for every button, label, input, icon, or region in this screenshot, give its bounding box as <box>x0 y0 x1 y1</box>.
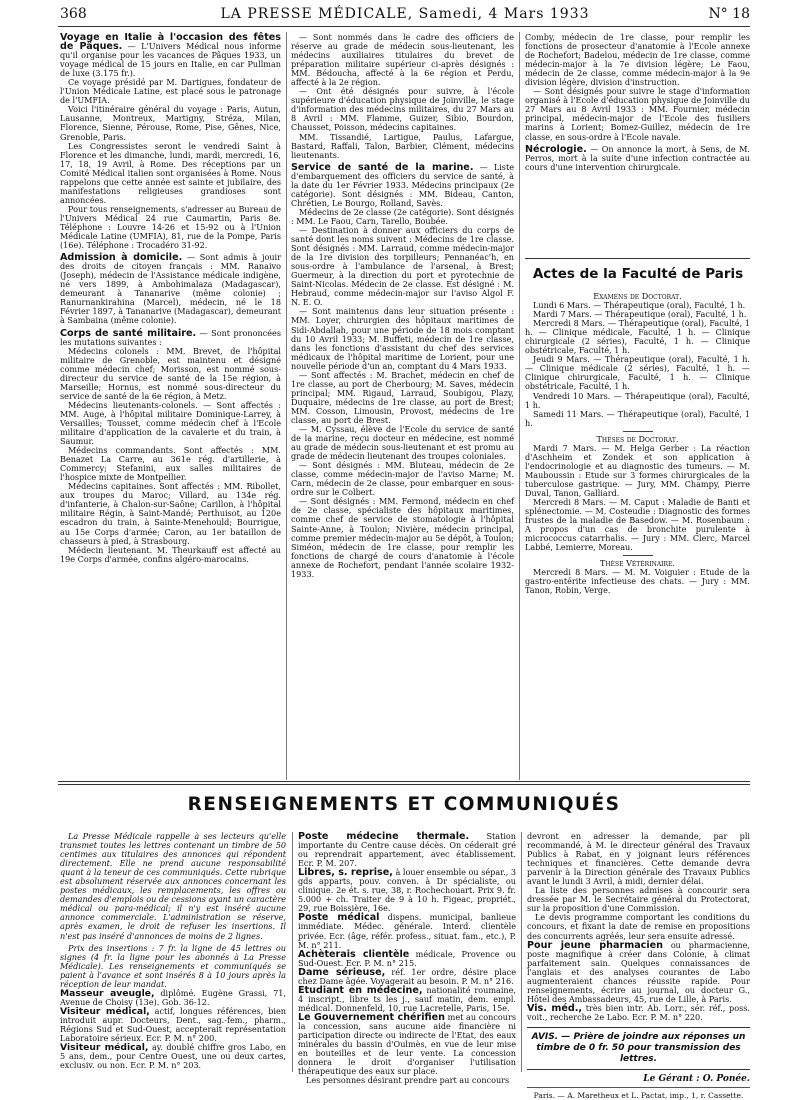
column-divider <box>292 832 293 1072</box>
paragraph: Médecins commandants. Sont affectés : MM. Benazet La Carre, au 361e rég. d'artillerie, à Commercy; Stefanini, aux salles militaires de l'hospice mixte de Montpellier. <box>60 445 281 483</box>
paragraph: Médecin lieutenant. M. Theurkauff est affecté au 19e Corps d'armée, confins algéro-marocains. <box>60 544 281 564</box>
notice-prices: Prix des insertions : 7 fr. la ligne de 45 lettres ou signes (4 fr. la ligne pour les abonnés à La Presse Médicale). Les renseignements et communiqués se paient à l'avance et sont insérés 8 à 10 jours après la réception de leur mandat. <box>60 942 286 989</box>
ad-heading: Poste médecine thermale. <box>298 831 470 842</box>
ads-column-1 <box>60 832 286 1077</box>
ad-text: réf. 1er ordre, désire place chez Dame âgée. Voyagerait au besoin. P. M. n° 216. <box>298 966 517 986</box>
ad-text: devront en adresser la demande, par pli recommandé, à M. le directeur général des Travaux Publics à Rabat, en y joignant leurs références techniques et financières. Cette demande devra parvenir à la Direction générale des Travaux Publics avant le lundi 3 Avril, à midi, dernier délai. <box>527 831 750 887</box>
column-divider <box>286 32 287 780</box>
paragraph: Pour tous renseignements, s'adresser au Bureau de l'Univers Médical 24 rue Caumartin, Paris 8e. Téléphone : Louvre 14-26 et 15-92 ou à l'Union Médicale Latine (UMFIA), 81, rue de la Pompe, Paris (16e). Téléphone : Trocadéro 31-92. <box>60 203 281 251</box>
header-rule <box>58 26 750 27</box>
ads-column-3 <box>527 831 750 1100</box>
paragraph: Voici l'itinéraire général du voyage : Paris, Autun, Lausanne, Montreux, Martigny, Stréza, Milan, Florence, Sienne, Pérouse, Rome, Pise, Gênes, Nice, Grenoble, Paris. <box>60 104 281 142</box>
ad-text: dispens. municipal, banlieue immédiate. Médec. générale. Interd. clientèle privée. Ecr. (âge, référ. profess., situat. fam., etc.), P. M. n° 211. <box>298 912 516 950</box>
thesis-entry: Mercredi 8 Mars. — M. M. Voiguier : Etude de la gastro-entérite infectieuse des chats. — Jury : MM. Tanon, Robin, Verge. <box>525 567 750 596</box>
faculty-title: Actes de la Faculté de Paris <box>532 266 744 282</box>
thesis-entry: Mercredi 8 Mars. — M. Caput : Maladie de Banti et splénectomie. — M. Costeudie : Diagnostic des formes frustes de la maladie de Basedow. — M. Rosenbaum : A propos d'un cas de bronchite purulente à micrococcus catarrhalis. — Jury : MM. Clerc, Marcel Labbé, Lemierre, Moreau. <box>525 497 750 553</box>
separator <box>623 555 653 556</box>
ad-text: médicale, Provence ou Sud-Ouest. Ecr. P. M. n° 215. <box>298 948 517 968</box>
gerant-signature: Le Gérant : O. Ponée. <box>643 1073 750 1084</box>
paragraph: — On annonce la mort, à Sens, de M. Perros, mort à la suite d'une infection contractée au cours d'une intervention chirurgicale. <box>525 143 750 172</box>
ad-text: Les personnes désirant prendre part au concours <box>306 1075 510 1086</box>
page-number: 368 <box>60 6 87 22</box>
column-1 <box>60 33 281 793</box>
exam-entry: Lundi 6 Mars. — Thérapeutique (oral), Faculté, 1 h. <box>533 300 746 311</box>
ad-heading: Libres, s. reprise, <box>298 867 393 879</box>
paragraph: — Sont maintenus dans leur situation présente : MM. Loyer, chirurgien des hôpitaux maritimes de Sidi-Abdallah, pour une période de 18 mois comptant du 10 Avril 1933; M. Buffeti, médecin de 1re classe, dans les fonctions d'assistant du chef des services médicaux de l'hôpital maritime de Lorient, pour une nouvelle période d'un an, comptant du 4 Mars 1933. <box>291 306 514 371</box>
ad-heading: Vis. méd., <box>527 1002 583 1014</box>
section-rule <box>58 784 750 785</box>
journal-title: LA PRESSE MÉDICALE, Samedi, 4 Mars 1933 <box>220 6 590 22</box>
subheading: Thèse Vétérinaire. <box>600 558 675 569</box>
ad-heading: Pour jeune pharmacien <box>527 939 663 951</box>
ad-heading: Achèterais clientèle <box>298 948 410 960</box>
paragraph: — Sont affectés : M. Brachet, médecin en chef de 1re classe, au port de Cherbourg; M. Saves, médecin principal; MM. Rigaud, Larraud, Soubigou, Plazy, Duquaire, médecins de 1re classe, au port de Brest; MM. Cosson, Limousin, Provost, médecins de 1re classe, au port de Brest. <box>291 369 514 425</box>
ad-heading: Le Gouvernement chérifien <box>298 1011 445 1023</box>
exam-entry: Jeudi 9 Mars. — Thérapeutique (oral), Faculté, 1 h. — Clinique médicale (2 séries), Faculté, 1 h. — Clinique chirurgicale, Faculté, 1 h. — Clinique obstétricale, Faculté, 1 h. <box>525 354 750 392</box>
page-header <box>60 4 750 26</box>
avis-notice: AVIS. — Prière de joindre aux réponses un timbre de 0 fr. 50 pour transmission des lettres. <box>527 1027 750 1070</box>
paragraph: — Ont été désignés pour suivre, à l'école supérieure d'éducation physique de Joinville, le stage d'information des médecins militaires, du 27 Mars au 8 Avril : MM. Flamme, Guizer, Sibio, Bourdon, Chausset, Poisson, médecins capitaines. <box>291 86 514 133</box>
ad-text: Station importante du Centre cause décès. On céderait gré ou reprendrait appartement, avec établissement. Ecr. P. M. 207. <box>298 831 517 869</box>
separator <box>623 431 653 432</box>
paragraph: — Sont nommés dans le cadre des officiers de réserve au grade de médecin sous-lieutenant, les médecins auxiliaires titulaires du brevet de préparation militaire supérieur ci-après désignés : MM. Bédoucha, affecté à la 6e région et Perdu, affecté à la 2e région. <box>291 32 514 88</box>
heading-admission: Admission à domicile. <box>60 252 183 264</box>
paragraph: Ce voyage présidé par M. Dartigues, fondateur de l'Union Médicale Latine, est placé sous le patronage de l'UMFIA. <box>60 77 281 106</box>
ad-text: ou pharmacienne, poste magnifique à créer dans Colonie, à climat parfaitement sain. Quelques connaissances de l'anglais et des analyses courantes de Labo augmenteraient chances réussite rapide. Pour renseignements, écrire au journal, ou docteur G., Hôtel des Ambassadeurs, 45, rue de Lille, à Paris. <box>527 939 750 1004</box>
ad-text: diplômé. Eugène Grassi, 71, Avenue de Choisy (13e). Gob. 36-12. <box>60 987 286 1007</box>
ad-heading: Visiteur médical, <box>60 1005 150 1017</box>
paragraph: — Sont désignés pour suivre le stage d'information organisé à l'Ecole d'éducation physique de Joinville du 27 Mars au 8 Avril 1933 : MM. Fournier, médecin principal, médecin-major de l'Ecole des fusiliers marins à Lorient; Bomez-Guillez, médecin de 1re classe, en sous-ordre à l'Ecole navale. <box>525 86 750 142</box>
exam-entry: Mercredi 8 Mars. — Thérapeutique (oral), Faculté, 1 h. — Clinique médicale, Faculté, 1 h. — Clinique chirurgicale (2 séries), Faculté, 1 h. — Clinique obstétricale, Faculté, 1 h. <box>525 318 750 356</box>
ad-text: La liste des personnes admises à concourir sera dressée par M. le Secrétaire général du Protectorat, sur la proposition d'une Commission. <box>527 885 750 914</box>
paragraph: MM. Tissandié, Lartigue, Paulus, Lafargue, Bastard, Raffali, Talon, Barbier, Clément, médecins lieutenants. <box>291 131 514 160</box>
column-2 <box>291 33 514 793</box>
paragraph: — L'Univers Médical nous informe qu'il organise pour les vacances de Pâques 1933, un voyage médical de 15 jours en Italie, en car Pullman de luxe (3.175 fr.). <box>60 41 281 79</box>
ad-text: ay. doublé chiffre gros Labo, en 5 ans, dem., pour Centre Ouest, une ou deux cartes, exclusiv. ou non. Ecr. P. M. n° 203. <box>60 1042 286 1071</box>
section-title: RENSEIGNEMENTS ET COMMUNIQUÉS <box>187 794 621 815</box>
heading-service-marine: Service de santé de la marine. <box>291 161 474 173</box>
heading-corps-sante: Corps de santé militaire. <box>60 327 197 339</box>
paragraph: — M. Cyssau, élève de l'Ecole du service de santé de la marine, reçu docteur en médecine, est nommé au grade de médecin sous-lieutenant et est promu au grade de médecin lieutenant des troupes coloniales. <box>291 424 514 462</box>
column-divider <box>519 32 520 780</box>
faculty-rule <box>525 258 750 259</box>
ad-text: très bien intr. Ab. Lorr., sér. réf., poss. voit., recherche 2e Labo. Ecr. P. M. n° 220. <box>527 1002 750 1022</box>
notice-intro: La Presse Médicale rappelle à ses lecteurs qu'elle transmet toutes les lettres contenant un timbre de 50 centimes aux titulaires des annonces qui répondent directement. Elle ne prend aucune responsabilité quant à la teneur de ces communiqués. Cette rubrique est absolument réservée aux annonces concernant les postes médicaux, les remplacements, les offres ou demandes d'emplois ou de cessions ayant un caractère médical ou para-médical; il n'y est inséré aucune annonce commerciale. L'administration se réserve, après examen, le droit de refuser les insertions. Il n'est pas inséré d'annonces de moins de 2 lignes. <box>60 831 286 941</box>
paragraph: Médecins lieutenants-colonels. — Sont affectés : MM. Auge, à l'hôpital militaire Dominique-Larrey, à Versailles; Tousset, comme médecin chef à l'Ecole militaire d'application de la cavalerie et du train, à Saumur. <box>60 399 281 447</box>
column-3-faculty <box>525 292 750 782</box>
issue-number: N° 18 <box>708 6 750 22</box>
paragraph: — Destination à donner aux officiers du corps de santé dont les noms suivent : Médecins de 1re classe. Sont désignés : MM. Larraud, comme médecin-major de la 1re division des torpilleurs; Pennanéac'h, en sous-ordre à l'ambulance de l'arsenal, à Brest; Guermeur, à la direction du port et pyrotechnie de Saint-Nicolas. Médecin de 2e classe. Est désigné : M. Hebraud, comme médecin-major sur l'aviso Algol F. N. E. O. <box>291 224 514 308</box>
column-3-top <box>525 33 750 258</box>
ad-heading: Poste médical <box>298 912 380 924</box>
paragraph: — Sont désignés : MM. Fermond, médecin en chef de 2e classe, spécialiste des hôpitaux maritimes, comme chef de service de stomatologie à l'hôpital Sainte-Anne, à Toulon; Nivière, médecin principal, comme premier médecin-major au 5e dépôt, à Toulon; Siméon, médecin de 1re classe, pour remplir les fonctions de chargé de cours d'anatomie à l'école annexe de Rochefort, pendant l'année scolaire 1932-1933. <box>291 496 514 579</box>
ad-text: Le devis programme comportant les conditions du concours, et fixant la date de remise en propositions des concurrents agréés, leur sera ensuite adressé. <box>527 912 750 941</box>
ad-text: nationalité roumaine, 4 inscript., libre ts les j., sauf matin, dem. empl. médical. Donnenfeld, 10, rue Lacretelle, Paris, 15e. <box>298 984 517 1013</box>
subheading: Thèses de Doctorat. <box>596 433 679 444</box>
ad-text: à louer ensemble ou sépar., 3 gds apparts, pouv. conven. à Dr spécialiste, ou clinique. 2e ét. s. rue, 38, r. Rochechouart. Prix 9. fr. 5.000 + ch. Traiter de 9 à 10 h. Figeac, propriét., 29, rue Boissière, 16e. <box>298 867 516 914</box>
ad-heading: Masseur aveugle, <box>60 987 155 999</box>
ad-heading: Visiteur médical, <box>60 1042 149 1054</box>
thesis-entry: Mardi 7 Mars. — M. Helga Gerber : La réaction d'Aschheim et Zondek et son application à l'endocrinologie et au diagnostic des tumeurs. — M. Mauboussin : Etude sur 3 formes chirurgicales de la tuberculose gastrique. — Jury, MM. Champy, Pierre Duval, Tanon, Galliard. <box>525 442 750 498</box>
exam-entry: Mardi 7 Mars. — Thérapeutique (oral), Faculté, 1 h. <box>533 309 747 320</box>
paragraph: Comby, médecin de 1re classe, pour remplir les fonctions de prosecteur d'anatomie à l'Ecole annexe de Rochefort; Badelou, médecin de 1re classe, comme médecin-major à la 7e division légère; Le Faou, médecin de 2e classe, comme médecin-major à la 9e division légère, division d'instruction. <box>525 32 750 88</box>
paragraph: Médecins de 2e classe (2e catégorie). Sont désignés : MM. Le Faou, Carn, Tarello, Boubée. <box>291 206 514 226</box>
ad-heading: Etudiant en médecine, <box>298 984 423 996</box>
exam-entry: Vendredi 10 Mars. — Thérapeutique (oral), Faculté, 1 h. <box>525 390 750 410</box>
column-divider <box>521 832 522 1072</box>
paragraph: Les Congressistes seront le vendredi Saint à Florence et les dimanche, lundi, mardi, mercredi, 16, 17, 18, 19 Avril, à Rome. Des réceptions par un Comité Médical italien sont organisées à Rome. Nous rappelons que cette année est sainte et jubilaire, des manifestations religieuses grandioses sont annoncées. <box>60 140 281 205</box>
heading-necrologie: Nécrologie. <box>525 143 587 155</box>
subheading: Examens de Doctorat. <box>593 291 682 301</box>
printer-imprint: Paris. — A. Maretheux et L. Pactat, imp., 1, r. Cassette. <box>527 1087 750 1100</box>
ad-text: met au concours la concession, sans aucune aide financière ni participation directe ou indirecte de l'Etat, des eaux minérales du bassin d'Oulmès, en vue de leur mise en bouteilles et de leur vente. La concession donnera le droit d'organiser l'utilisation thérapeutique des eaux sur place. <box>298 1011 516 1077</box>
paragraph: — Liste d'embarquement des officiers du service de santé, à la date du 1er Février 1933. Médecins principaux (2e catégorie). Sont désignés : MM. Bideau, Canton, Chrétien, Le Bourgo, Rolland, Savès. <box>291 161 514 208</box>
paragraph: Médecins colonels : MM. Brevet, de l'hôpital militaire de Grenoble, est maintenu et désigné comme médecin chef; Morisson, est nommé sous-directeur du service de santé de la 15e région, à Marseille; Hornus, est nommé sous-directeur du service de santé de la 6e région, à Metz. <box>60 345 281 401</box>
ads-column-2 <box>298 831 517 1086</box>
paragraph: Médecins capitaines. Sont affectés : MM. Ribollet, aux troupes du Maroc; Villard, au 134e rég. d'infanterie, à Chalon-sur-Saône; Carillon, à l'hôpital militaire Régin, à Saint-Mandé; Perthuisot, au 120e escadron du train, à Sainte-Menehould; Bourrigue, au 15e Corps d'armée; Caron, au 1er bataillon de chasseurs à pied, à Strasbourg. <box>60 481 281 546</box>
paragraph: — Sont désignés : MM. Bluteau, médecin de 2e classe, comme médecin-major de l'aviso Marne; M. Carn, médecin de 2e classe, pour embarquer en sous-ordre sur le Colbert. <box>291 460 514 498</box>
ad-text: actif, longues références, bien introduit aupr. Docteurs, Dent., sag.-fem., pharm., Régions Sud et Sud-Ouest, accepterait représentation Laboratoire sérieux. Ecr. P. M. n° 200. <box>60 1005 286 1044</box>
paragraph: — Sont admis à jouir des droits de citoyen français : MM. Ranaivo (Joseph), médecin de l'Assistance médicale indigène, né vers 1899, à Ambohimalaza (Madagascar), demeurant à Tananarive (même colonie) ; Ranurnankirahina (Marcel), médecin, né le 18 Février 1897, à Tananarive (Madagascar), demeurant à Sambaina (même colonie). <box>60 252 282 326</box>
section-rule <box>58 781 750 782</box>
ad-heading: Dame sérieuse, <box>298 966 386 978</box>
paragraph: — Sont prononcées les mutations suivantes : <box>60 327 281 347</box>
heading-voyage: Voyage en Italie à l'occasion des fêtes de Pâques. <box>60 32 281 53</box>
exam-entry: Samedi 11 Mars. — Thérapeutique (oral), Faculté, 1 h. <box>525 408 750 428</box>
